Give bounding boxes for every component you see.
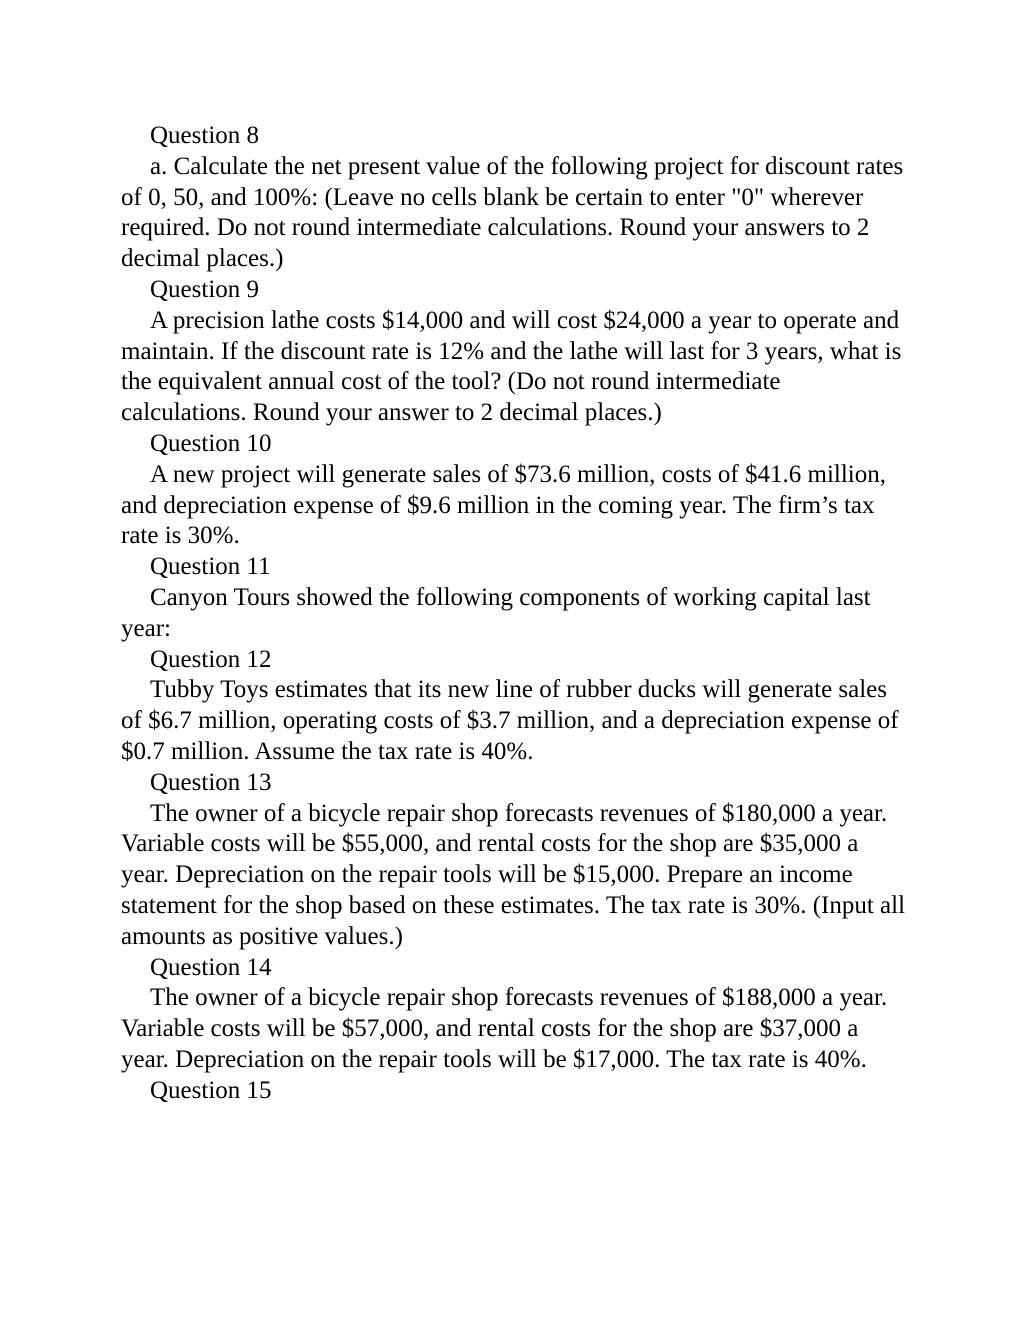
question-15-heading: Question 15 xyxy=(150,1076,272,1104)
question-12-heading: Question 12 xyxy=(150,645,272,673)
question-13-heading: Question 13 xyxy=(150,768,272,796)
question-12-text: Tubby Toys estimates that its new line of rubber ducks will generate sales of $6.7 million, operating costs of $3.7 million, and a depreciation expense of $0.7 million. Assume the tax rate is 40%. xyxy=(121,676,899,765)
question-14-text: The owner of a bicycle repair shop forecasts revenues of $188,000 a year. Variable costs will be $57,000, and rental costs for the shop are $37,000 a year. Depreciation on the repair tools will be $17,000. The tax rate is 40%. xyxy=(121,984,888,1073)
question-8-heading: Question 8 xyxy=(150,122,260,149)
question-10-text: A new project will generate sales of $73.6 million, costs of $41.6 million, and depreciation expense of $9.6 million in the coming year. The firm’s tax rate is 30%. xyxy=(121,460,886,550)
question-9-heading: Question 9 xyxy=(150,275,260,303)
question-8-text: a. Calculate the net present value of the following project for discount rates of 0, 50, and 100%: (Leave no cells blank be certain to enter "0" wherever required. Do not round intermediate calculations. Round your answers to 2 decimal places.) xyxy=(121,152,904,273)
question-10-heading: Question 10 xyxy=(150,429,272,457)
question-11-heading: Question 11 xyxy=(150,553,271,581)
document-page xyxy=(121,121,911,1107)
question-9-text: A precision lathe costs $14,000 and will cost $24,000 a year to operate and maintain. If the discount rate is 12% and the lathe will last for 3 years, what is the equivalent annual cost of the tool? (Do not round intermediate calculations. Round your answer to 2 decimal places.) xyxy=(121,306,902,427)
question-14-heading: Question 14 xyxy=(150,953,272,981)
question-11-text: Canyon Tours showed the following components of working capital last year: xyxy=(121,583,871,642)
question-13-text: The owner of a bicycle repair shop forecasts revenues of $180,000 a year. Variable costs will be $55,000, and rental costs for the shop are $35,000 a year. Depreciation on the repair tools will be $15,000. Prepare an income statement for the shop based on these estimates. The tax rate is 30%. (Input all amounts as positive values.) xyxy=(121,799,906,950)
